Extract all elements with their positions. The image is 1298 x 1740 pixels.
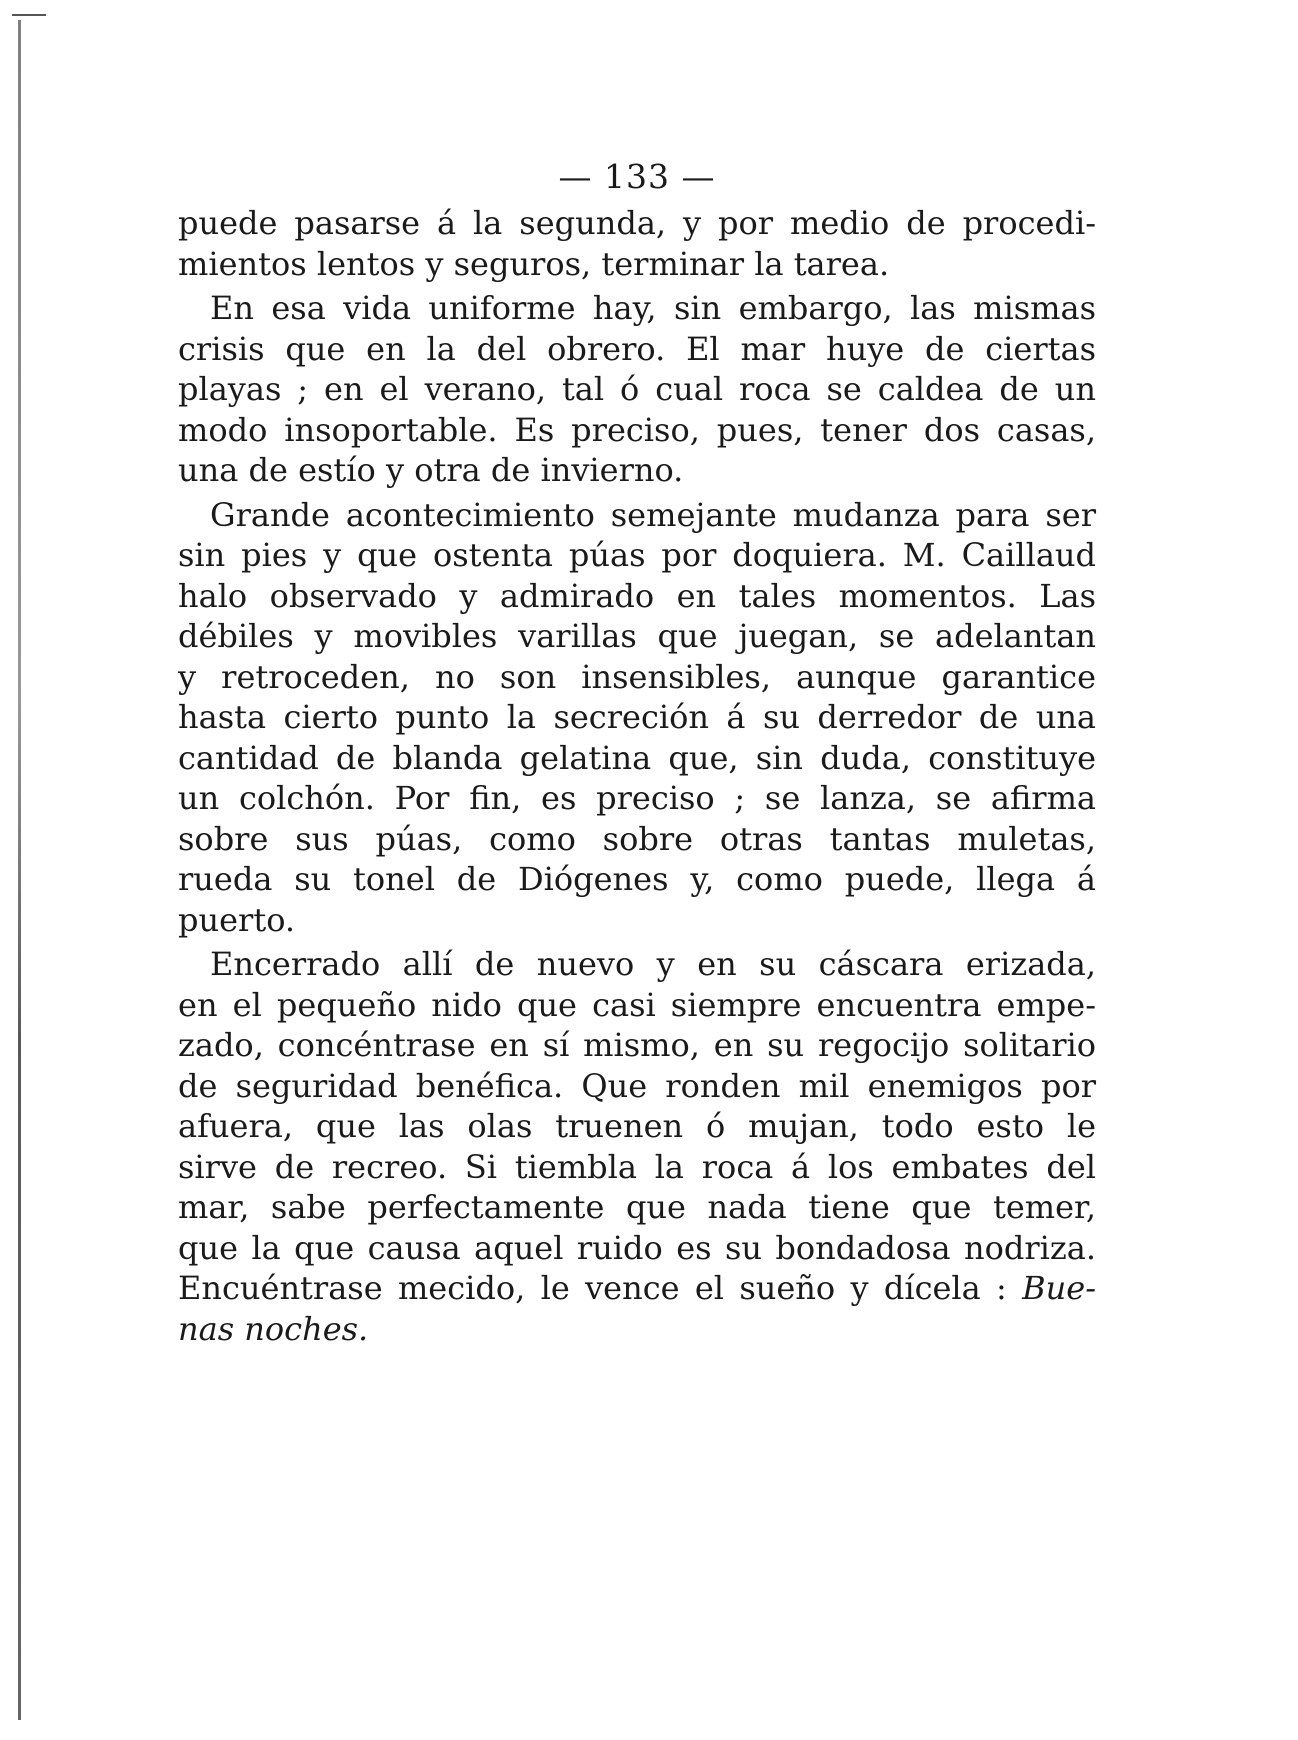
text-line-with-italic bbox=[178, 1268, 1096, 1309]
text-line: En esa vida uniforme hay, sin embargo, las mismas bbox=[210, 289, 1096, 327]
text-line: de seguridad benéfica. Que ronden mil enemigos por bbox=[178, 1066, 1096, 1105]
text-line: zado, concéntrase en sí mismo, en su regocijo solitario bbox=[178, 1026, 1096, 1064]
text-line: modo insoportable. Es preciso, pues, tener dos casas, bbox=[178, 410, 1096, 449]
text-line: Encerrado allí de nuevo y en su cáscara erizada, bbox=[210, 945, 1096, 983]
text-line: puerto. bbox=[178, 900, 296, 939]
text-line: Grande acontecimiento semejante mudanza para ser bbox=[210, 495, 1096, 534]
text-line: mientos lentos y seguros, terminar la tarea. bbox=[178, 244, 890, 283]
text-line: mar, sabe perfectamente que nada tiene que temer, bbox=[178, 1188, 1096, 1226]
text-line: cantidad de blanda gelatina que, sin duda, constituye bbox=[178, 738, 1096, 777]
text-line: sobre sus púas, como sobre otras tantas muletas, bbox=[178, 819, 1096, 858]
text-line: puede pasarse á la segunda, y por medio de procedi- bbox=[178, 204, 1096, 242]
scan-edge-mark bbox=[12, 14, 46, 16]
text-line: halo observado y admirado en tales momentos. Las bbox=[178, 576, 1096, 615]
italic-segment: Bue- bbox=[1022, 1269, 1097, 1307]
paragraph-4 bbox=[178, 944, 1096, 1349]
text-line: una de estío y otra de invierno. bbox=[178, 451, 684, 489]
text-line: hasta cierto punto la secreción á su derredor de una bbox=[178, 698, 1096, 736]
text-line: playas ; en el verano, tal ó cual roca se caldea de un bbox=[178, 370, 1096, 408]
paragraph-1 bbox=[178, 203, 1096, 284]
scan-binding-edge bbox=[18, 20, 21, 1720]
text-line: débiles y movibles varillas que juegan, se adelantan bbox=[178, 617, 1096, 655]
text-line: sin pies y que ostenta púas por doquiera. M. Caillaud bbox=[178, 536, 1096, 574]
text-line: y retroceden, no son insensibles, aunque garantice bbox=[178, 657, 1096, 696]
text-line: en el pequeño nido que casi siempre encuentra empe- bbox=[178, 985, 1096, 1024]
text-line: sirve de recreo. Si tiembla la roca á los embates del bbox=[178, 1147, 1096, 1186]
text-line: un colchón. Por fin, es preciso ; se lanza, se afirma bbox=[178, 779, 1096, 817]
text-line: que la que causa aquel ruido es su bondadosa nodriza. bbox=[178, 1228, 1096, 1267]
page-number: — 133 — bbox=[558, 157, 716, 196]
text-line: afuera, que las olas truenen ó mujan, todo esto le bbox=[178, 1107, 1096, 1145]
text-line bbox=[178, 1309, 1096, 1350]
text-line: crisis que en la del obrero. El mar huye de ciertas bbox=[178, 329, 1096, 368]
text-segment: Encuéntrase mecido, le vence el sueño y dícela : bbox=[178, 1269, 1007, 1307]
paragraph-3 bbox=[178, 495, 1096, 941]
book-page bbox=[178, 155, 1096, 1349]
italic-segment: nas noches. bbox=[178, 1309, 369, 1348]
paragraph-2 bbox=[178, 288, 1096, 491]
text-line: rueda su tonel de Diógenes y, como puede, llega á bbox=[178, 860, 1096, 898]
